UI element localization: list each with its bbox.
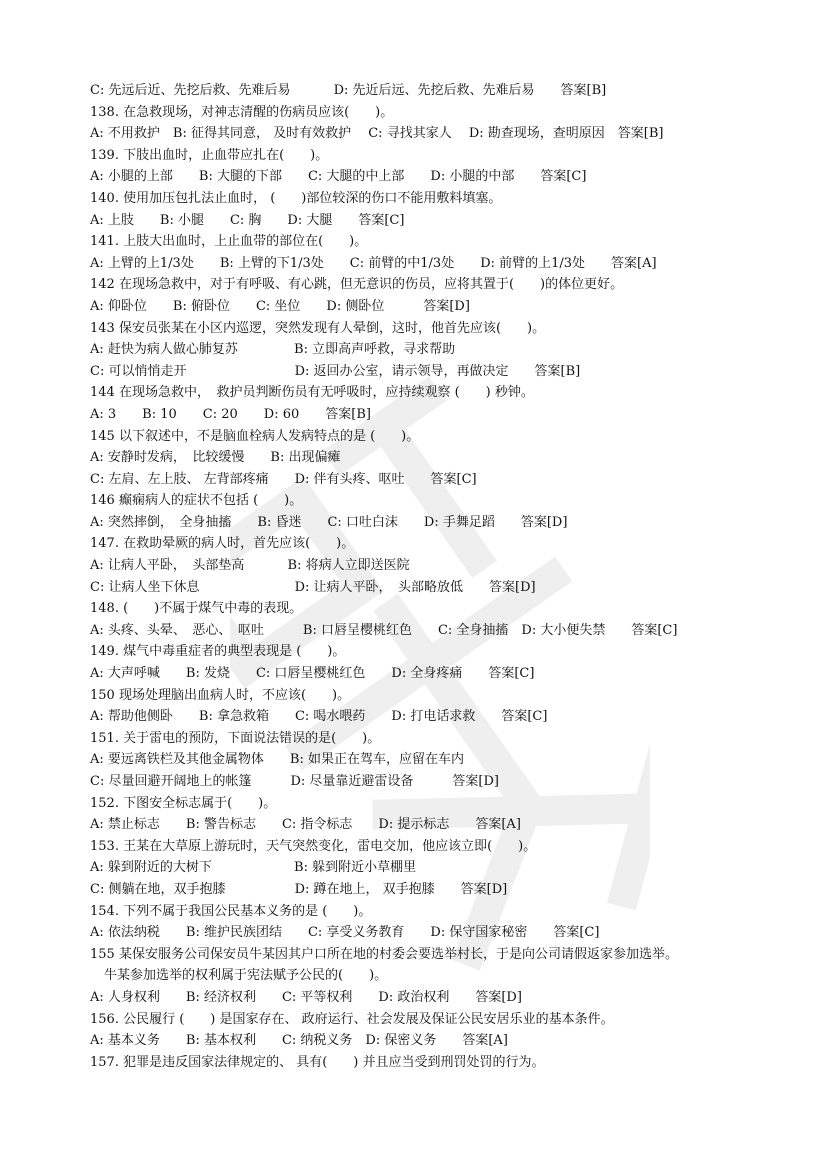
- options-line: A: 依法纳税 B: 维护民族团结 C: 享受义务教育 D: 保守国家秘密 答案[C]: [90, 925, 600, 941]
- question-line: 155 某保安服务公司保安员牛某因其户口所在地的村委会要选举村长，于是向公司请假返家参加选举。: [90, 946, 678, 962]
- options-line: A: 躲到附近的大树下 B: 躲到附近小草棚里: [90, 860, 417, 876]
- options-line: C: 尽量回避开阔地上的帐篷 D: 尽量靠近避雷设备 答案[D]: [90, 774, 499, 789]
- options-line: A: 小腿的上部 B: 大腿的下部 C: 大腿的中上部 D: 小腿的中部 答案[C]: [90, 169, 587, 185]
- options-line: A: 要远离铁栏及其他金属物体 B: 如果正在驾车，应留在车内: [90, 752, 464, 768]
- question-line-continued: 牛某参加选举的权利属于宪法赋予公民的( )。: [104, 968, 388, 984]
- options-line: A: 帮助他侧卧 B: 拿急救箱 C: 喝水喂药 D: 打电话求救 答案[C]: [90, 709, 548, 725]
- question-line: 154. 下列不属于我国公民基本义务的是 ( )。: [90, 903, 372, 919]
- options-line: A: 安静时发病， 比较缓慢 B: 出现偏瘫: [90, 450, 341, 466]
- question-line: 138. 在急救现场，对神志清醒的伤病员应该( )。: [90, 104, 394, 120]
- question-line: 149. 煤气中毒重症者的典型表现是 ( )。: [90, 644, 346, 660]
- question-line: 152. 下图安全标志属于( )。: [90, 795, 277, 811]
- options-line: A: 3 B: 10 C: 20 D: 60 答案[B]: [90, 406, 371, 422]
- question-line: 141. 上肢大出血时，上止血带的部位在( )。: [90, 234, 368, 250]
- question-line: 140. 使用加压包扎法止血时， ( )部位较深的伤口不能用敷料填塞。: [90, 190, 502, 206]
- options-line: A: 基本义务 B: 基本权利 C: 纳税义务 D: 保密义务 答案[A]: [90, 1033, 508, 1049]
- options-line: C: 侧躺在地，双手抱膝 D: 蹲在地上， 双手抱膝 答案[D]: [90, 881, 508, 897]
- options-line: A: 不用救护 B: 征得其同意， 及时有效救护 C: 寻找其家人 D: 勘查现场，查明原因 答案[B]: [90, 126, 664, 142]
- options-line: A: 上臂的上1/3处 B: 上臂的下1/3处 C: 前臂的中1/3处 D: 前臂的上1/3处 答案[A]: [90, 255, 657, 271]
- options-line: A: 上肢 B: 小腿 C: 胸 D: 大腿 答案[C]: [90, 212, 405, 228]
- question-line: 147. 在救助晕厥的病人时，首先应该( )。: [90, 536, 355, 552]
- options-line: A: 突然摔倒， 全身抽搐 B: 昏迷 C: 口吐白沫 D: 手舞足蹈 答案[D]: [90, 514, 568, 530]
- options-line: A: 大声呼喊 B: 发烧 C: 口唇呈樱桃红色 D: 全身疼痛 答案[C]: [90, 666, 535, 682]
- options-line: A: 让病人平卧， 头部垫高 B: 将病人立即送医院: [90, 558, 410, 574]
- options-line: C: 让病人坐下休息 D: 让病人平卧， 头部略放低 答案[D]: [90, 579, 536, 595]
- options-line: A: 仰卧位 B: 俯卧位 C: 坐位 D: 侧卧位 答案[D]: [90, 298, 470, 314]
- options-line: C: 可以悄悄走开 D: 返回办公室，请示领导，再做决定 答案[B]: [90, 363, 581, 379]
- options-line: A: 人身权利 B: 经济权利 C: 平等权利 D: 政治权利 答案[D]: [90, 989, 522, 1005]
- options-line: A: 赶快为病人做心肺复苏 B: 立即高声呼救，寻求帮助: [90, 342, 456, 358]
- question-line: 146 癫痫病人的症状不包括 ( )。: [90, 493, 303, 509]
- question-line: 151. 关于雷电的预防，下面说法错误的是( )。: [90, 730, 381, 746]
- question-line: 145 以下叙述中，不是脑血栓病人发病特点的是 ( )。: [90, 428, 420, 444]
- question-line: 150 现场处理脑出血病人时，不应该( )。: [90, 687, 351, 703]
- question-line: 143 保安员张某在小区内巡逻，突然发现有人晕倒，这时，他首先应该( )。: [90, 320, 546, 336]
- question-list: [90, 80, 750, 1073]
- options-line: A: 头疼、头晕、 恶心、 呕吐 B: 口唇呈樱桃红色 C: 全身抽搐 D: 大小便失禁 答案[C]: [90, 622, 678, 638]
- question-line: 144 在现场急救中， 救护员判断伤员有无呼吸时，应持续观察 ( ) 秒钟。: [90, 385, 534, 401]
- text-line: C: 先远后近、先挖后救、先难后易 D: 先近后远、先挖后救、先难后易 答案[B]: [90, 83, 607, 98]
- question-line: 157. 犯罪是违反国家法律规定的、 具有( ) 并且应当受到刑罚处罚的行为。: [90, 1054, 545, 1070]
- question-line: 139. 下肢出血时，止血带应扎在( )。: [90, 147, 329, 163]
- question-line: 148. ( )不属于煤气中毒的表现。: [90, 601, 303, 617]
- question-line: 153. 王某在大草原上游玩时，天气突然变化，雷电交加，他应该立即( )。: [90, 838, 537, 854]
- options-line: C: 左肩、左上肢、 左背部疼痛 D: 伴有头疼、呕吐 答案[C]: [90, 471, 477, 487]
- options-line: A: 禁止标志 B: 警告标志 C: 指令标志 D: 提示标志 答案[A]: [90, 817, 521, 833]
- question-line: 156. 公民履行 ( ) 是国家存在、 政府运行、社会发展及保证公民安居乐业的基本条件。: [90, 1011, 614, 1027]
- question-line: 142 在现场急救中，对于有呼吸、有心跳，但无意识的伤员，应将其置于( )的体位更好。: [90, 277, 624, 293]
